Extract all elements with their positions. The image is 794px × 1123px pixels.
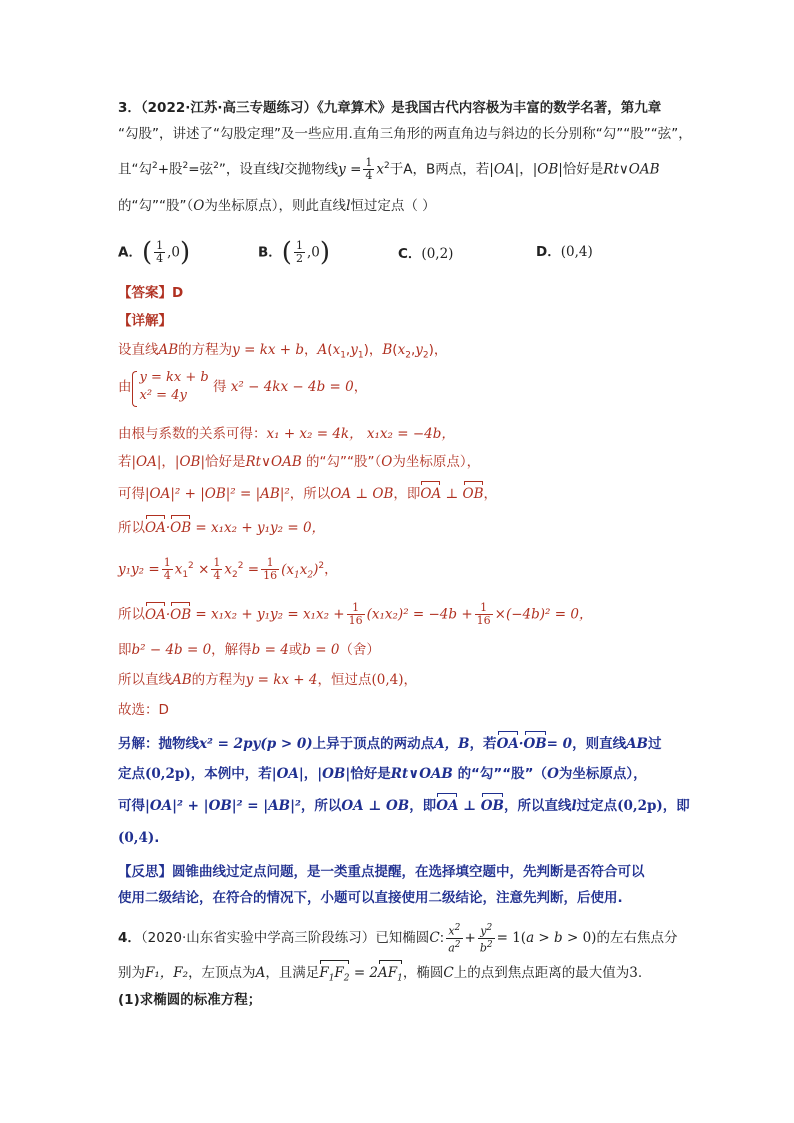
problem3-line3: 且“勾$^2$+股$^2$=弦$^2$”，设直线l交抛物线y = $\frac{1}{4}$ $x^2$于A，B两点，若|OA|，|OB|恰好是Rt∨OAB — [118, 156, 660, 182]
text: 得 — [213, 379, 227, 395]
problem4-line2: 别为F₁，F₂，左顶点为A，且满足$F_1F_2 = 2AF_1$，椭圆C上的点到焦点距离的最大值为3. — [118, 963, 678, 989]
problem4-source: （2020·山东省实验中学高三阶段练习） — [140, 930, 376, 947]
text: 交抛物线 — [284, 161, 339, 178]
text: 为坐标原点）， — [558, 766, 647, 782]
solution-line6: 所以OA·OB = x₁x₂ + y₁y₂ = 0， — [118, 520, 326, 536]
option-c-value: (0,2) — [421, 246, 454, 262]
text: B两点，若 — [426, 161, 490, 178]
text: 或 — [288, 642, 303, 658]
text: ，即 — [393, 486, 421, 502]
text: +股 — [157, 161, 183, 178]
text: ，则直线 — [572, 736, 627, 752]
text: 的“勾”“股”（ — [457, 766, 548, 782]
text: 恰好是 — [205, 454, 246, 470]
text: ，左顶点为 — [188, 965, 256, 981]
problem4-number: 4． — [118, 930, 141, 947]
text: 过 — [647, 736, 662, 752]
text: ，本例中，若 — [190, 766, 272, 782]
equation: AB — [626, 736, 648, 752]
text: ，若 — [469, 736, 497, 752]
problem3-line1 — [118, 98, 678, 118]
equation: = x₁x₂ + y₁y₂ = 0， — [195, 520, 326, 536]
option-a: A．( $\frac{1}{4}$ ,0) — [118, 237, 191, 268]
text: 别为 — [118, 965, 145, 981]
text: 且“勾 — [118, 161, 152, 178]
option-a-label: A． — [118, 244, 142, 261]
equation: b = 4 — [251, 642, 289, 658]
equation: b = 0 — [302, 642, 340, 658]
alt-line4 — [118, 828, 678, 848]
solution-line11: 故选：D — [118, 702, 169, 718]
text: ， — [403, 672, 417, 688]
text: 所以 — [118, 606, 145, 623]
alt-tag: 另解： — [118, 736, 159, 752]
alt-line2: 定点(0,2p)，本例中，若|OA|，|OB|恰好是Rt∨OAB 的“勾”“股”（O为坐标原点）， — [118, 766, 647, 782]
system-eq2: x² = 4y — [139, 388, 187, 403]
solution-line4: 若|OA|，|OB|恰好是Rt∨OAB 的“勾”“股”（O为坐标原点）， — [118, 454, 481, 470]
text: 所以 — [118, 520, 145, 536]
equation: y₁y₂ = — [118, 561, 160, 578]
option-b: B．( $\frac{1}{2}$ ,0) — [258, 237, 330, 268]
equation: OA ⊥ OB — [330, 486, 394, 502]
answer-line — [118, 283, 678, 303]
option-c-label: C． — [398, 246, 422, 262]
equation-system — [132, 369, 209, 405]
text: 设直线 — [118, 342, 159, 358]
text: 恰好是 — [350, 766, 391, 782]
text: 由根与系数的关系可得： — [118, 426, 267, 442]
equation: y = kx + 4 — [245, 672, 318, 688]
text: 于A， — [389, 161, 427, 178]
solution-line10: 所以直线AB的方程为y = kx + 4，恒过点(0,4)， — [118, 672, 417, 688]
equation: = 0 — [546, 736, 573, 752]
equation: (x₁x₂)² = −4b + — [366, 606, 473, 623]
option-d — [536, 242, 593, 262]
text: . — [637, 965, 643, 981]
alt-line3: 可得|OA|² + |OB|² = |AB|²，所以OA ⊥ OB，即OA ⊥ OB，所以直线l过定点(0,2p)，即 — [118, 798, 690, 814]
text: 已知椭圆 — [375, 930, 430, 947]
text: 的“勾”“股”（ — [118, 198, 194, 214]
answer-value: D — [172, 285, 184, 301]
problem3-line2: “勾股”，讲述了“勾股定理”及一些应用.直角三角形的两直角边与斜边的长分别称“勾”“股”“弦”， — [118, 126, 692, 142]
option-d-label: D． — [536, 244, 561, 260]
equation: = x₁x₂ + y₁y₂ = x₁x₂ + — [195, 606, 345, 623]
problem3-line1-text: 《九章算术》是我国古代内容极为丰富的数学名著，第九章 — [317, 100, 662, 116]
text: 的方程为 — [178, 342, 233, 358]
text: 可得 — [118, 486, 145, 502]
point: (0,2p) — [145, 766, 191, 782]
problem4-question1: (1)求椭圆的标准方程； — [118, 992, 262, 1008]
equation: x₁ + x₂ = 4k， x₁x₂ = −4b， — [266, 426, 455, 442]
text: ，所以直线 — [503, 798, 572, 814]
solution-line3 — [118, 424, 678, 444]
equation: |OA|² + |OB|² = |AB|² — [145, 486, 290, 502]
solution-line7: y₁y₂ = $\frac{1}{4}$ $x_1^2$ × $\frac{1}{4}$ $x_2^2$ = $\frac{1}{16}$ $(x_1x_2)^2$， — [118, 556, 338, 582]
equation: F₁，F₂ — [145, 965, 189, 981]
equation: y = kx + b — [232, 342, 305, 358]
text: 由 — [118, 379, 132, 395]
equation: x² = 2py(p > 0) — [199, 736, 313, 752]
text: ，所以 — [289, 486, 331, 502]
text: 定点 — [118, 766, 145, 782]
text: 恰好是 — [562, 161, 604, 178]
option-b-label: B． — [258, 244, 282, 261]
text: 为坐标原点）， — [392, 454, 481, 470]
text: ，所以 — [300, 798, 342, 814]
reflection-line1 — [118, 862, 678, 882]
reflection-tag: 【反思】 — [118, 864, 172, 880]
answer-tag: 【答案】 — [118, 285, 172, 301]
option-d-value: (0,4) — [560, 244, 593, 260]
solution-line8: 所以OA·OB = x₁x₂ + y₁y₂ = x₁x₂ + $\frac{1}{16}$ (x₁x₂)² = −4b + $\frac{1}{16}$ ×(−4b)² = 0， — [118, 601, 593, 627]
text: 可得 — [118, 798, 145, 814]
text: ，即 — [409, 798, 437, 814]
text: ”，设直线 — [218, 161, 280, 178]
text: 上的点到焦点距离的最大值为 — [453, 965, 630, 981]
point: (0,4) — [118, 830, 155, 846]
text: ，椭圆 — [402, 965, 444, 981]
equation: x² − 4kx − 4b = 0 — [230, 379, 354, 395]
text: 即 — [118, 642, 132, 658]
text: 为坐标原点），则此直线 — [204, 198, 347, 214]
equation: A，B — [434, 736, 470, 752]
text: 过定点 — [576, 798, 618, 814]
system-eq1: y = kx + b — [139, 370, 209, 385]
option-c — [398, 244, 453, 264]
solution-line1: 设直线AB的方程为y = kx + b，$A(x_1,y_1)$，$B(x_2,y_2)$， — [118, 342, 448, 361]
text: 的左右焦点分 — [596, 930, 678, 947]
equation: b² − 4b = 0 — [131, 642, 212, 658]
text: =弦 — [188, 161, 214, 178]
text: 所以直线 — [118, 672, 172, 688]
fraction: $\frac{1}{4}$ — [365, 156, 373, 182]
equation: OA ⊥ OB — [341, 798, 410, 814]
text: ，解得 — [211, 642, 252, 658]
text: 的方程为 — [191, 672, 246, 688]
problem3-number: 3． — [118, 100, 141, 116]
alt-line1: 另解：抛物线x² = 2py(p > 0)上异于顶点的两动点A，B，若OA·OB= 0，则直线AB过 — [118, 736, 662, 752]
solution-line5: 可得|OA|² + |OB|² = |AB|²，所以OA ⊥ OB，即OA ⊥ OB， — [118, 486, 497, 502]
text: 抛物线 — [158, 736, 199, 752]
detail-tag: 【详解】 — [118, 313, 172, 329]
text: . — [154, 830, 160, 846]
text: （舍） — [339, 642, 380, 658]
point: (0,2p) — [617, 798, 663, 814]
problem3-line4: 的“勾”“股”（O为坐标原点），则此直线l恒过定点（ ） — [118, 198, 436, 214]
equation: ×(−4b)² = 0， — [494, 606, 593, 623]
text: 的“勾”“股”（ — [306, 454, 382, 470]
text: 上异于顶点的两动点 — [312, 736, 435, 752]
text: ，即 — [662, 798, 690, 814]
problem3-source: （2022·江苏·高三专题练习） — [140, 100, 317, 116]
text: ，恒过点 — [317, 672, 372, 688]
number: 3 — [629, 965, 638, 981]
text: ，且满足 — [265, 965, 320, 981]
text: 若 — [118, 454, 132, 470]
reflection-line2: 使用二级结论，在符合的情况下，小题可以直接使用二级结论，注意先判断，后使用. — [118, 890, 623, 906]
problem4-line1: 4．（2020·山东省实验中学高三阶段练习）已知椭圆C: $\frac{x^2}{a^2}$ + $\frac{y^2}{b^2}$ = 1(a > b > 0)的左右焦点分 — [118, 923, 678, 955]
point: (0,4) — [371, 672, 404, 688]
equation: |OA|² + |OB|² = |AB|² — [145, 798, 301, 814]
solution-line2: 由 y = kx + b x² = 4y 得 x² − 4kx − 4b = 0， — [118, 369, 678, 409]
text: 恒过定点（ ） — [350, 198, 436, 214]
solution-line9 — [118, 640, 678, 660]
text: 圆锥曲线过定点问题，是一类重点提醒，在选择填空题中，先判断是否符合可以 — [172, 864, 645, 880]
